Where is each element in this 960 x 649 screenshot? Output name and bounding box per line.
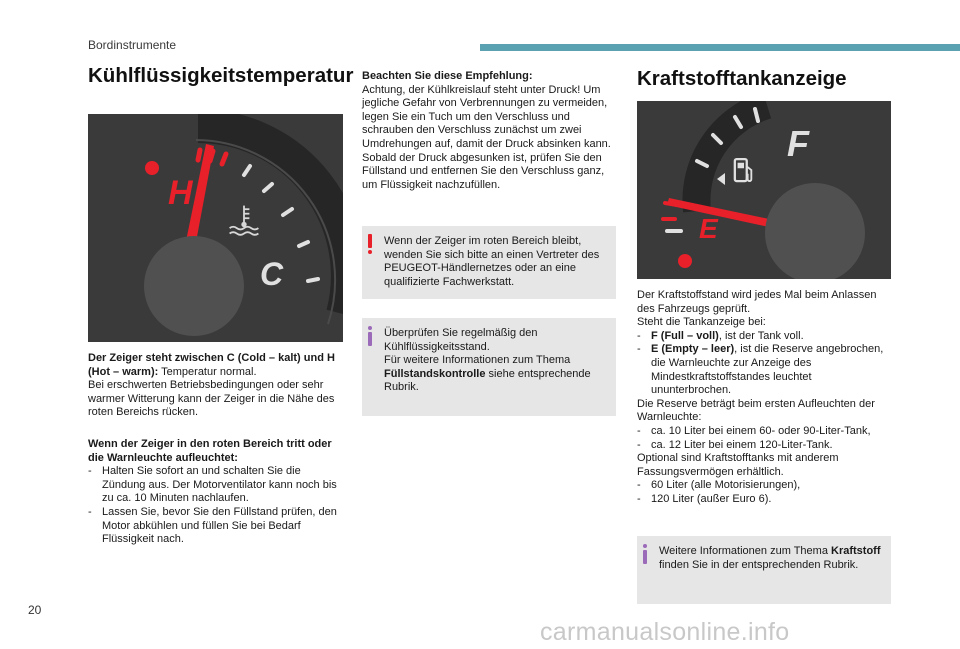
info-coolant-bold: Füllstandskontrolle <box>384 367 486 380</box>
warning-box <box>362 226 616 299</box>
fuel-pump-icon <box>733 157 755 185</box>
info-box-coolant <box>362 318 616 416</box>
info-coolant-line1: Überprüfen Sie regelmäßig den Kühlflüssigkeitsstand. <box>384 327 538 353</box>
recommendation-text: Achtung, der Kühlkreislauf steht unter Druck! Um jegliche Gefahr von Verbrennungen zu vermeiden, legen Sie ein Tuch um den Verschluss und schrauben den Verschluss zunächst um zwei Umdrehungen auf, damit der Druck absinken kann. Sobald der Druck abgesunken ist, prüfen Sie den Füllstand und entfernen Sie den Verschluss ganz, um Flüssigkeit nachzufüllen. <box>362 83 611 191</box>
warning-exclamation-icon <box>368 234 373 254</box>
coolant-warning-heading: Wenn der Zeiger in den roten Bereich tritt oder die Warnleuchte aufleuchtet: <box>88 438 332 464</box>
list-item: - E (Empty – leer), ist die Reserve angebrochen, die Warnleuchte zur Anzeige des Mindestkraftstoffstandes leuchtet ununterbrochen. <box>637 343 884 397</box>
list-item: - ca. 10 Liter bei einem 60- oder 90-Liter-Tank, <box>637 424 871 437</box>
coolant-normal-heading: Der Zeiger steht zwischen C (Cold – kalt) und H (Hot – warm): <box>88 352 335 378</box>
watermark: carmanualsonline.info <box>540 618 790 646</box>
gauge-empty-label: E <box>699 213 718 244</box>
coolant-title: Kühlflüssigkeitstemperatur <box>88 64 354 87</box>
fuel-description <box>637 289 891 507</box>
info-coolant-line3: siehe entsprechende Rubrik. <box>384 367 591 394</box>
info-box-fuel <box>637 536 891 604</box>
info-coolant-line2: Für weitere Informationen zum Thema <box>384 354 571 367</box>
header-accent-bar <box>480 44 960 51</box>
info-icon <box>368 326 373 346</box>
info-fuel-text1: Weitere Informationen zum Thema <box>659 545 832 557</box>
coolant-normal-text: Temperatur normal. <box>158 365 257 378</box>
optional-intro: Optional sind Kraftstofftanks mit anderem Fassungsvermögen erhältlich. <box>637 452 839 478</box>
warning-text: Wenn der Zeiger im roten Bereich bleibt, wenden Sie sich bitte an einen Vertreter des PEUGEOT-Händlernetzes oder an eine qualifizierte Fachwerkstatt. <box>384 235 600 288</box>
list-item: - 60 Liter (alle Motorisierungen), <box>637 479 801 492</box>
page-number: 20 <box>28 603 42 617</box>
reserve-intro: Die Reserve beträgt beim ersten Aufleuchten der Warnleuchte: <box>637 397 875 424</box>
coolant-warning-block <box>88 438 342 547</box>
fuel-gauge-image <box>637 101 891 279</box>
list-item: - Lassen Sie, bevor Sie den Füllstand prüfen, den Motor abkühlen und füllen Sie bei Bedarf Flüssigkeit nach. <box>88 505 337 546</box>
coolant-normal-block <box>88 352 342 420</box>
list-item: - F (Full – voll), ist der Tank voll. <box>637 329 804 342</box>
fuel-intro2: Steht die Tankanzeige bei: <box>637 316 766 329</box>
coolant-gauge-image <box>88 114 343 342</box>
recommendation-block <box>362 70 616 192</box>
info-fuel-text2: finden Sie in der entsprechenden Rubrik. <box>659 558 859 571</box>
gauge-full-label: F <box>787 123 809 164</box>
coolant-conditions-text: Bei erschwerten Betriebsbedingungen oder sehr warmer Witterung kann der Zeiger in die Nähe des roten Bereichs rücken. <box>88 379 335 419</box>
info-fuel-bold: Kraftstoff <box>831 545 881 557</box>
list-item: - ca. 12 Liter bei einem 120-Liter-Tank. <box>637 438 833 451</box>
fuel-title: Kraftstofftankanzeige <box>637 67 847 90</box>
gauge-hot-label: H <box>168 174 193 212</box>
recommendation-heading: Beachten Sie diese Empfehlung: <box>362 70 533 82</box>
coolant-temperature-icon <box>226 202 262 238</box>
header-section-label: Bordinstrumente <box>88 38 177 52</box>
gauge-cold-label: C <box>260 256 284 292</box>
list-item: - 120 Liter (außer Euro 6). <box>637 492 772 505</box>
info-icon <box>643 544 648 564</box>
list-item: - Halten Sie sofort an und schalten Sie die Zündung aus. Der Motorventilator kann noch bis zu ca. 10 Minuten nachlaufen. <box>88 465 337 505</box>
fuel-intro1: Der Kraftstoffstand wird jedes Mal beim Anlassen des Fahrzeugs geprüft. <box>637 289 877 315</box>
